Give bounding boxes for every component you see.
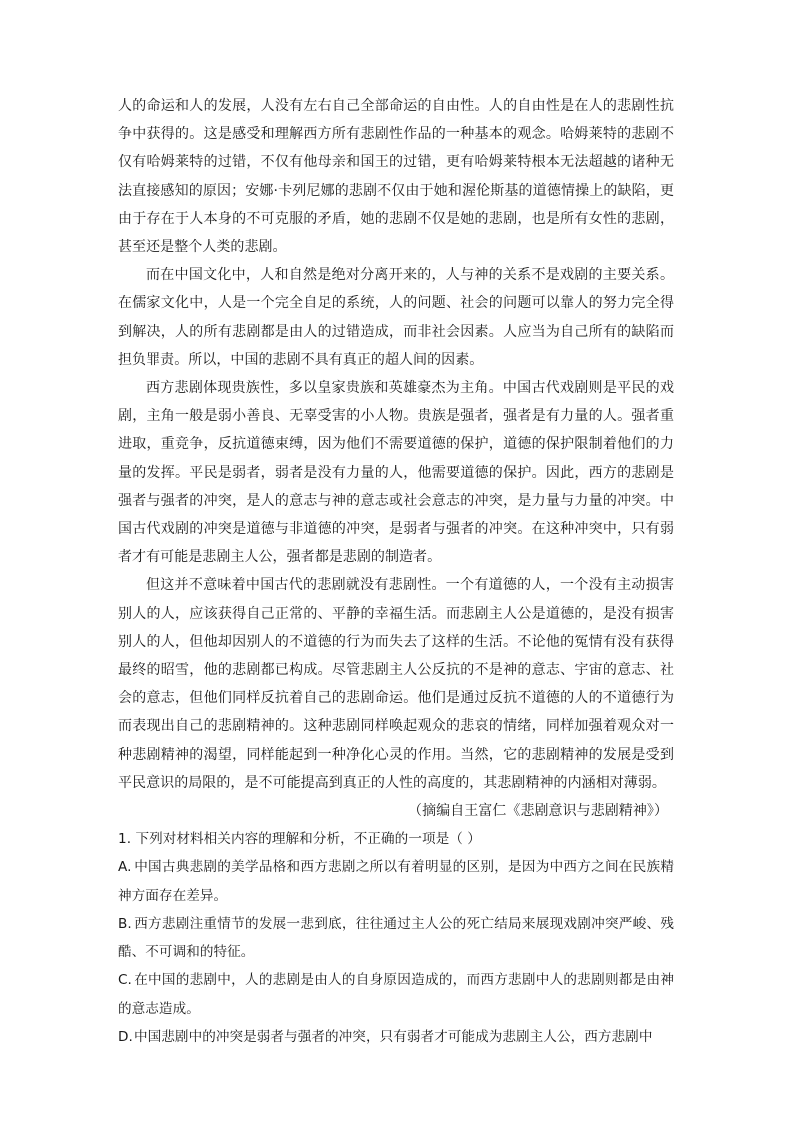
option-b [118, 910, 674, 966]
passage-source: （摘编自王富仁《悲剧意识与悲剧精神》） [408, 803, 668, 820]
passage-paragraph-4: 但这并不意味着中国古代的悲剧就没有悲剧性。一个有道德的人，一个没有主动损害别人的人，应该获得自己正常的、平静的幸福生活。而悲剧主人公是道德的，是没有损害别人的人，但他却因别人的不道德的行为而失去了这样的生活。不论他的冤情有没有获得最终的昭雪，他的悲剧都已构成。尽管悲剧主人公反抗的不是神的意志、宇宙的意志、社会的意志，但他们同样反抗着自己的悲剧命运。他们是通过反抗不道德的人的不道德行为而表现出自己的悲剧精神的。这种悲剧同样唤起观众的悲哀的情绪，同样加强着观众对一种悲剧精神的渴望，同样能起到一种净化心灵的作用。当然，它的悲剧精神的发展是受到平民意识的局限的，是不可能提高到真正的人性的高度的，其悲剧精神的内涵相对薄弱。 [118, 577, 674, 791]
passage-paragraph-2: 而在中国文化中，人和自然是绝对分离开来的，人与神的关系不是戏剧的主要关系。在儒家文化中，人是一个完全自足的系统，人的问题、社会的问题可以靠人的努力完全得到解决，人的所有悲剧都是由人的过错造成，而非社会因素。人应当为自己所有的缺陷而担负罪责。所以，中国的悲剧不具有真正的超人间的因素。 [118, 267, 674, 368]
option-d [118, 1023, 674, 1051]
option-a [118, 853, 674, 909]
question-stem: 1. 下列对材料相关内容的理解和分析，不正确的一项是（ ） [118, 831, 481, 848]
option-letter: C. [118, 972, 132, 989]
question-block [118, 825, 674, 1051]
passage-paragraph-3: 西方悲剧体现贵族性，多以皇家贵族和英雄豪杰为主角。中国古代戏剧则是平民的戏剧，主角一般是弱小善良、无辜受害的小人物。贵族是强者，强者是有力量的人。强者重进取，重竞争，反抗道德束缚，因为他们不需要道德的保护，道德的保护限制着他们的力量的发挥。平民是弱者，弱者是没有力量的人，他需要道德的保护。因此，西方的悲剧是强者与强者的冲突，是人的意志与神的意志或社会意志的冲突，是力量与力量的冲突。中国古代戏剧的冲突是道德与非道德的冲突，是弱者与强者的冲突。在这种冲突中，只有弱者才有可能是悲剧主人公，强者都是悲剧的制造者。 [118, 380, 674, 566]
option-letter: B. [118, 915, 132, 932]
option-letter: A. [118, 859, 132, 876]
option-c [118, 966, 674, 1022]
document-page [118, 92, 674, 1051]
passage [118, 92, 674, 825]
passage-paragraph-1: 人的命运和人的发展，人没有左右自己全部命运的自由性。人的自由性是在人的悲剧性抗争中获得的。这是感受和理解西方所有悲剧性作品的一种基本的观念。哈姆莱特的悲剧不仅有哈姆莱特的过错，不仅有他母亲和国王的过错，更有哈姆莱特根本无法超越的诸种无法直接感知的原因；安娜·卡列尼娜的悲剧不仅由于她和渥伦斯基的道德情操上的缺陷，更由于存在于人本身的不可克服的矛盾，她的悲剧不仅是她的悲剧，也是所有女性的悲剧，甚至还是整个人类的悲剧。 [118, 98, 674, 256]
option-text: 中国古典悲剧的美学品格和西方悲剧之所以有着明显的区别，是因为中西方之间在民族精神方面存在差异。 [118, 859, 674, 904]
option-text: 中国悲剧中的冲突是弱者与强者的冲突，只有弱者才可能成为悲剧主人公，西方悲剧中 [134, 1028, 653, 1045]
option-text: 西方悲剧注重情节的发展一悲到底，往往通过主人公的死亡结局来展现戏剧冲突严峻、残酷、不可调和的特征。 [118, 915, 674, 961]
option-letter: D. [118, 1028, 133, 1045]
option-text: 在中国的悲剧中，人的悲剧是由人的自身原因造成的，而西方悲剧中人的悲剧则都是由神的意志造成。 [118, 972, 674, 1017]
